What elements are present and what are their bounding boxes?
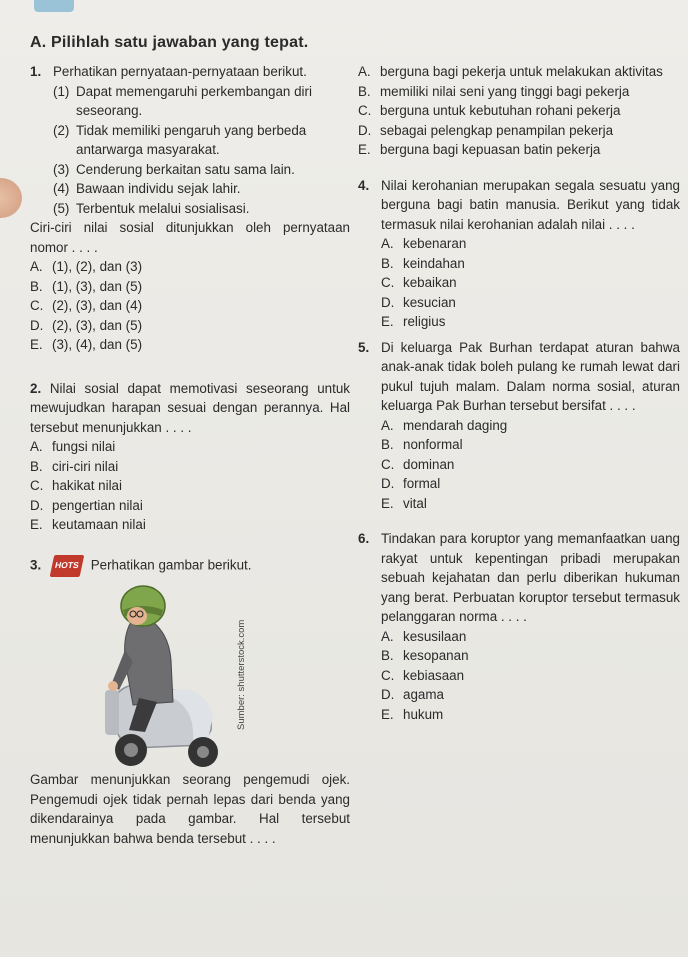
holding-thumb — [0, 178, 22, 218]
option-a[interactable]: A. kesusilaan — [381, 628, 467, 644]
question-number: 1. — [30, 64, 42, 79]
question-stem: Ciri-ciri nilai sosial ditunjukkan oleh pernyataan nomor . . . . — [30, 220, 350, 255]
motorcycle-driver-illustration — [53, 580, 228, 770]
option-c[interactable]: C. (2), (3), dan (4) — [30, 298, 143, 313]
question-4 — [358, 176, 680, 332]
option-b[interactable]: B. kesopanan — [381, 648, 469, 663]
question-stem: Nilai kerohanian merupakan segala sesuatu yang berguna bagi batin manusia. Berikut yang tidak termasuk nilai kerohanian adalah nilai . . . . — [381, 177, 680, 232]
option-e[interactable]: E. berguna bagi kepuasan batin pekerja — [358, 142, 601, 157]
question-stem: Di keluarga Pak Burhan terdapat aturan bahwa anak-anak tidak boleh pulang ke rumah lewat dari pukul tujuh malam. Dalam norma sosial, aturan keluarga Pak Burhan tersebut bersifat . . . . — [381, 339, 680, 413]
option-d[interactable]: D. sebagai pelengkap penampilan pekerja — [358, 122, 614, 138]
image-source-credit: Sumber: shutterstock.com — [236, 619, 247, 731]
question-number: 4. — [358, 177, 370, 193]
question-intro: 3. HOTS Perhatikan gambar berikut. — [30, 555, 350, 577]
option-c[interactable]: C. dominan — [381, 456, 455, 472]
statement-3: (3) Cenderung berkaitan satu sama lain. — [53, 161, 295, 177]
question-number: 2. — [30, 380, 42, 396]
question-intro: Perhatikan pernyataan-pernyataan berikut. — [53, 64, 307, 79]
question-number: 5. — [358, 339, 370, 355]
question-5 — [358, 338, 680, 514]
statement-5: (5) Terbentuk melalui sosialisasi. — [53, 200, 250, 216]
question-stem: 2. Nilai sosial dapat memotivasi seseorang untuk mewujudkan harapan sesuai dengan perannya. Hal tersebut menunjukkan . . . . — [30, 380, 350, 435]
question-3 — [30, 555, 350, 849]
option-a[interactable]: A. berguna bagi pekerja untuk melakukan aktivitas — [358, 64, 663, 79]
option-a[interactable]: A. kebenaran — [381, 236, 467, 251]
figure-row — [30, 580, 350, 770]
option-a[interactable]: A. (1), (2), dan (3) — [30, 259, 143, 274]
option-e[interactable]: E. keutamaan nilai — [30, 517, 146, 532]
option-c[interactable]: C. kebaikan — [381, 275, 457, 290]
right-column — [358, 62, 680, 724]
statement-1: (1) Dapat memengaruhi perkembangan diri seseorang. — [53, 83, 312, 118]
ojek-driver-photo — [53, 580, 228, 770]
statement-2: (2) Tidak memiliki pengaruh yang berbeda antarwarga masyarakat. — [53, 122, 307, 157]
question-3-options — [358, 62, 680, 160]
option-d[interactable]: D. formal — [381, 476, 441, 491]
option-e[interactable]: E. hukum — [381, 706, 444, 722]
question-number: 3. — [30, 556, 42, 572]
option-d[interactable]: D. kesucian — [381, 294, 456, 310]
section-title: A. Pilihlah satu jawaban yang tepat. — [30, 34, 309, 51]
option-c[interactable]: C. kebiasaan — [381, 667, 465, 683]
option-e[interactable]: E. vital — [381, 495, 427, 511]
option-b[interactable]: B. nonformal — [381, 437, 463, 452]
option-c[interactable]: C. hakikat nilai — [30, 478, 122, 493]
option-e[interactable]: E. religius — [381, 314, 446, 329]
option-c[interactable]: C. berguna untuk kebutuhan rohani pekerja — [358, 103, 621, 118]
question-stem: Tindakan para koruptor yang memanfaatkan uang rakyat untuk kepentingan pribadi merupakan sebuah kejahatan dan perlu diberikan hukuman yang berat. Perbuatan koruptor tersebut termasuk pelanggaran norma . . . . — [381, 531, 680, 624]
option-b[interactable]: B. ciri-ciri nilai — [30, 458, 119, 474]
option-a[interactable]: A. mendarah daging — [381, 417, 508, 433]
option-b[interactable]: B. (1), (3), dan (5) — [30, 278, 143, 294]
question-6 — [358, 529, 680, 724]
option-d[interactable]: D. pengertian nilai — [30, 497, 143, 513]
question-stem: Gambar menunjukkan seorang pengemudi ojek. Pengemudi ojek tidak pernah lepas dari benda yang dikendarainya pada gambar. Hal tersebut menunjukkan bahwa benda tersebut . . . . — [30, 772, 350, 846]
option-a[interactable]: A. fungsi nilai — [30, 439, 116, 454]
option-e[interactable]: E. (3), (4), dan (5) — [30, 337, 143, 352]
option-d[interactable]: D. (2), (3), dan (5) — [30, 317, 143, 333]
option-b[interactable]: B. memiliki nilai seni yang tinggi bagi pekerja — [358, 83, 630, 99]
statement-4: (4) Bawaan individu sejak lahir. — [53, 181, 241, 196]
option-d[interactable]: D. agama — [381, 687, 444, 702]
page-tab-marker — [34, 0, 74, 12]
left-column — [30, 62, 350, 848]
question-2 — [30, 379, 350, 535]
hots-badge: HOTS — [50, 555, 84, 577]
option-b[interactable]: B. keindahan — [381, 255, 465, 271]
question-1 — [30, 62, 350, 355]
question-number: 6. — [358, 531, 370, 546]
